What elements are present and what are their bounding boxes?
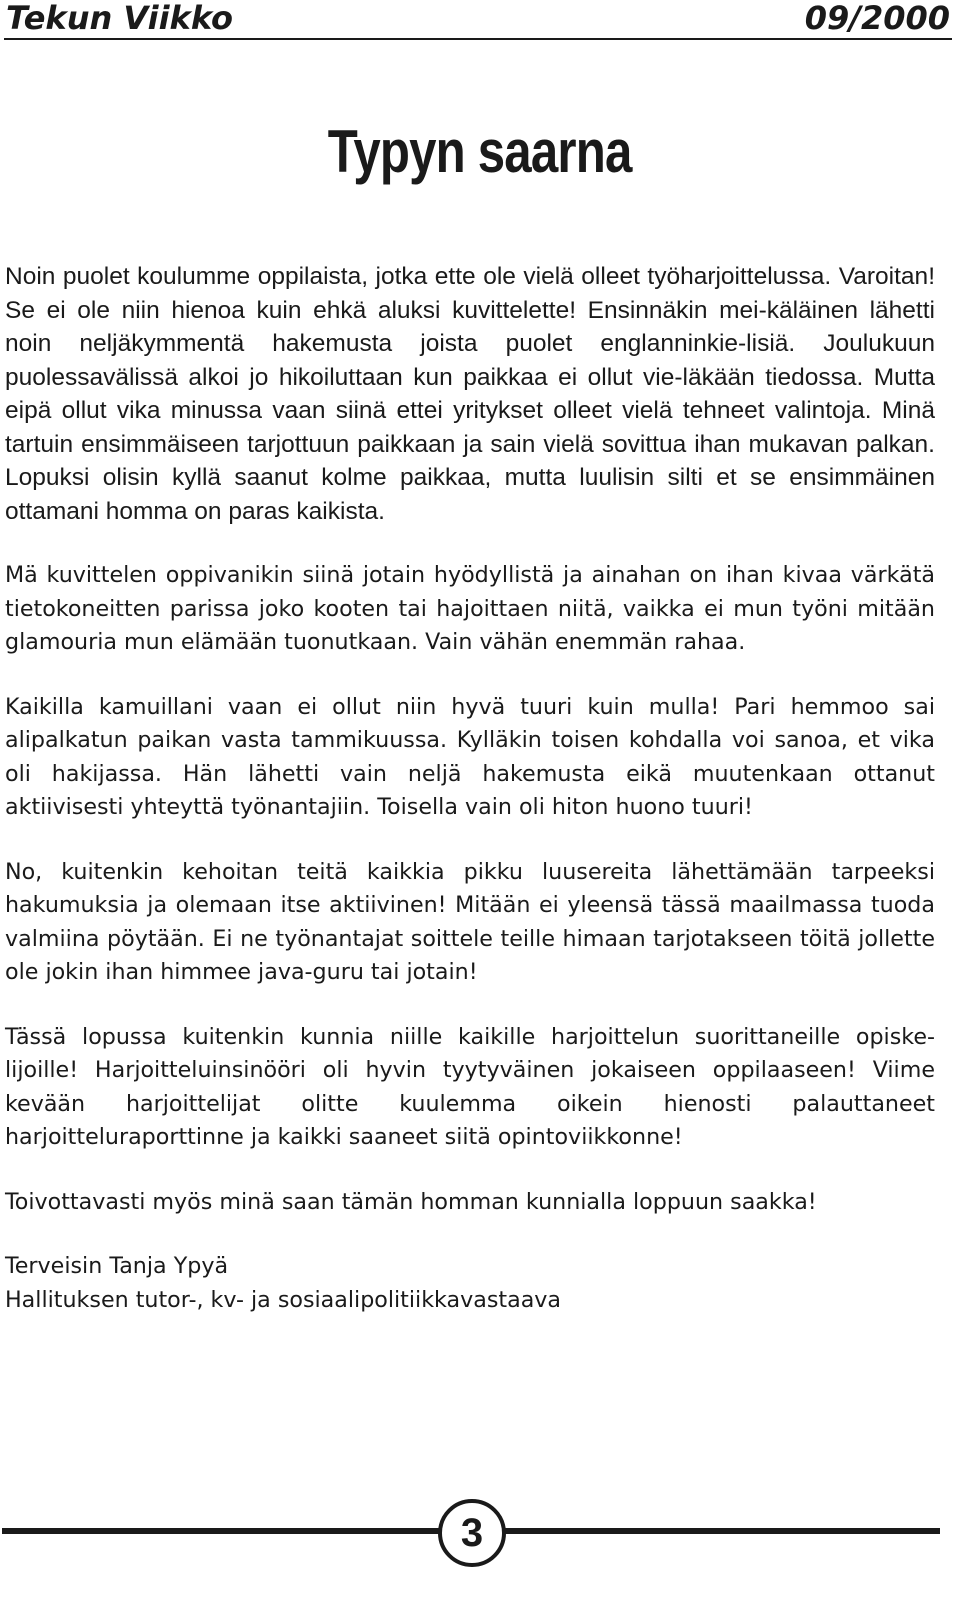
- issue-number: 09/2000: [804, 0, 950, 37]
- signature-role: Hallituksen tutor-, kv- ja sosiaalipolitiikkavastaava: [5, 1286, 562, 1313]
- paragraph: Kaikilla kamuillani vaan ei ollut niin hyvä tuuri kuin mulla! Pari hemmoo sai alipalkatun paikan vasta tammikuussa. Kylläkin toisen kohdalla voi sanoa, et vika oli hakijassa. Hän lähetti vain neljä hakemusta eikä muutenkaan ottanut aktiivisesti yhteyttä työnantajiin. Toisella vain oli hiton huono tuuri!: [5, 693, 935, 820]
- footer-rule-left: [2, 1528, 440, 1534]
- publication-name: Tekun Viikko: [6, 0, 233, 37]
- article-title: Typyn saarna: [327, 118, 632, 185]
- paragraph: Tässä lopussa kuitenkin kunnia niille kaikille harjoittelun suorittaneille opiske-lijoille! Harjoitteluinsinööri oli hyvin tyytyväinen jokaiseen oppilaaseen! Viime kevään harjoittelijat olitte kuulemma oikein hienosti palauttaneet harjoitteluraporttinne ja kaikki saaneet siitä opintoviikkonne!: [5, 1023, 935, 1150]
- paragraph: Mä kuvittelen oppivanikin siinä jotain hyödyllistä ja ainahan on ihan kivaa värkätä tietokoneitten parissa joko kooten tai hajoittaen niitä, vaikka ei mun työni mitään glamouria mun elämään tuonutkaan. Vain vähän enemmän rahaa.: [5, 562, 935, 655]
- footer-rule-right: [502, 1528, 940, 1534]
- page-footer: [0, 1496, 960, 1570]
- signature: [5, 1250, 935, 1317]
- signature-greeting: Terveisin Tanja Ypyä: [5, 1253, 229, 1279]
- page-number: 3: [438, 1499, 506, 1567]
- article-body: [5, 260, 935, 1317]
- page-header: [4, 0, 952, 40]
- paragraph: Toivottavasti myös minä saan tämän homman kunnialla loppuun saakka!: [5, 1188, 817, 1215]
- paragraph: Noin puolet koulumme oppilaista, jotka ette ole vielä olleet työharjoittelussa. Varoitan! Se ei ole niin hienoa kuin ehkä aluksi kuvittelette! Ensinnäkin mei-käläinen lähetti noin neljäkymmentä hakemusta joista puolet englanninkie-lisiä. Joulukuun puolessavälissä alkoi jo hikoiluttaan kun paikkaa ei ollut vie-läkään tiedossa. Mutta eipä ollut vika minussa vaan siinä ettei yritykset olleet vielä tehneet valintoja. Minä tartuin ensimmäiseen tarjottuun paikkaan ja sain vielä sovittua ihan mukavan palkan. Lopuksi olisin kyllä saanut kolme paikkaa, mutta luulisin silti et se ensimmäinen ottamani homma on paras kaikista.: [5, 263, 935, 525]
- paragraph: No, kuitenkin kehoitan teitä kaikkia pikku luusereita lähettämään tarpeeksi hakumuksia ja olemaan itse aktiivinen! Mitään ei yleensä tässä maailmassa tuoda valmiina pöytään. Ei ne työnantajat soittele teille himaan tarjotakseen töitä jollette ole jokin ihan himmee java-guru tai jotain!: [5, 858, 935, 985]
